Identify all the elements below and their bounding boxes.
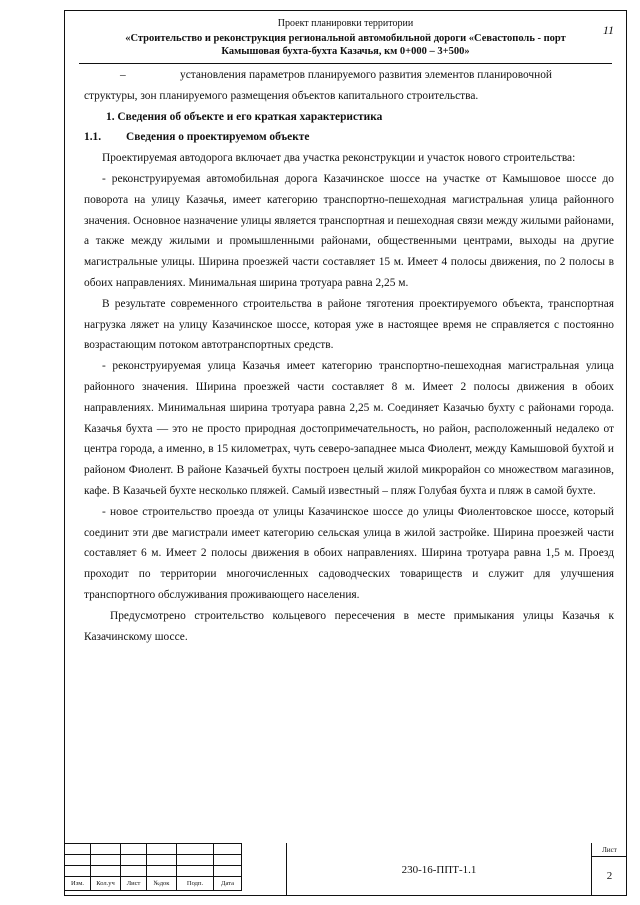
header-title-line1: «Строительство и реконструкция региональной автомобильной дороги «Севастополь - порт — [125, 33, 566, 44]
page-mark: 11 — [602, 23, 614, 37]
stamp-col-podp: Подп. — [177, 877, 214, 891]
intro-dash: – — [120, 69, 126, 81]
section-1-1-title: Сведения о проектируемом объекте — [126, 131, 310, 144]
section-1-1-number: 1.1. — [84, 131, 102, 144]
section-1-1-heading — [84, 127, 614, 148]
sheet-label: Лист — [592, 843, 627, 857]
paragraph-3: В результате современного строительства в районе тяготения проектируемого объекта, транспортная нагрузка ляжет на улицу Казачинское шоссе, которая уже в настоящее время не справляется с постоянно возрастающим потоком автотранспортных средств. — [84, 297, 614, 352]
intro-block — [84, 65, 614, 647]
document-code: 230-16-ППТ-1.1 — [286, 843, 592, 896]
stamp-col-doc: №док — [147, 877, 177, 891]
paragraph-5: - новое строительство проезда от улицы Казачинское шоссе до улицы Фиолентовское шоссе, который соединит эти две магистрали имеет категорию сельская улица в жилой застройке. Ширина проезжей части составляет 6 м. Имеет 2 полосы движения в обоих направлениях. Ширина тротуара равна 1,5 м. Проезд проходит по территории многочисленных садоводческих товариществ и служит для улучшения транспортного обслуживания проживающего населения. — [84, 505, 614, 601]
paragraph-1: Проектируемая автодорога включает два участка реконструкции и участок нового строительства: — [102, 152, 576, 165]
intro-text: установления параметров планируемого развития элементов планировочной — [180, 69, 553, 81]
intro-continuation: структуры, зон планируемого размещения объектов капитального строительства. — [84, 89, 479, 102]
header-divider — [79, 63, 612, 64]
title-block-stamp — [64, 843, 627, 896]
stamp-col-izm: Изм. — [65, 877, 91, 891]
stamp-col-kol: Кол.уч — [91, 877, 121, 891]
intro-line — [84, 65, 614, 86]
stamp-header-row — [65, 877, 242, 891]
paragraph-2: - реконструируемая автомобильная дорога Казачинское шоссе на участке от Камышовое шоссе до поворота на улицу Казачья, имеет категорию транспортно-пешеходная магистральная улица районного значения. Основное назначение улицы является транспортная и пешеходная связи между жилыми районами, а также между жилыми и промышленными районами, общественными центрами, выходы на другие магистральные улицы. Ширина проезжей части составляет 15 м. Имеет 4 полосы движения, по 2 полосы в обоих направлениях. Минимальная ширина тротуара равна 2,25 м. — [84, 172, 614, 289]
section-1-heading: 1. Сведения об объекте и его краткая характеристика — [106, 110, 383, 123]
header-title-line2: Камышовая бухта-бухта Казачья, км 0+000 – 3+500» — [221, 46, 470, 57]
header-project-type: Проект планировки территории — [277, 18, 414, 29]
stamp-col-list: Лист — [121, 877, 147, 891]
paragraph-4: - реконструируемая улица Казачья имеет категорию транспортно-пешеходная магистральная улица районного значения. Ширина проезжей части составляет 8 м. Имеет 2 полосы движения в обоих направлениях. Минимальная ширина тротуара равна 2,25 м. Соединяет Казачью бухту с районами города. Казачья бухта — это не просто природная достопримечательность, но район, расположенный недалеко от центра города, а именно, в 15 километрах, чуть северо-западнее мыса Фиолент, между Камышовой бухтой и районом Фиолент. В районе Казачьей бухты построен целый жилой микрорайон со множеством магазинов, кафе. В Казачьей бухте несколько пляжей. Самый известный – пляж Голубая бухта и пляж в самой бухте. — [84, 360, 614, 497]
header-title — [79, 32, 612, 58]
sheet-number: 2 — [606, 870, 613, 882]
stamp-col-date: Дата — [214, 877, 242, 891]
paragraph-6: Предусмотрено строительство кольцевого пересечения в месте примыкания улицы Казачья к Казачинскому шоссе. — [84, 609, 614, 643]
stamp-grid — [64, 843, 242, 891]
